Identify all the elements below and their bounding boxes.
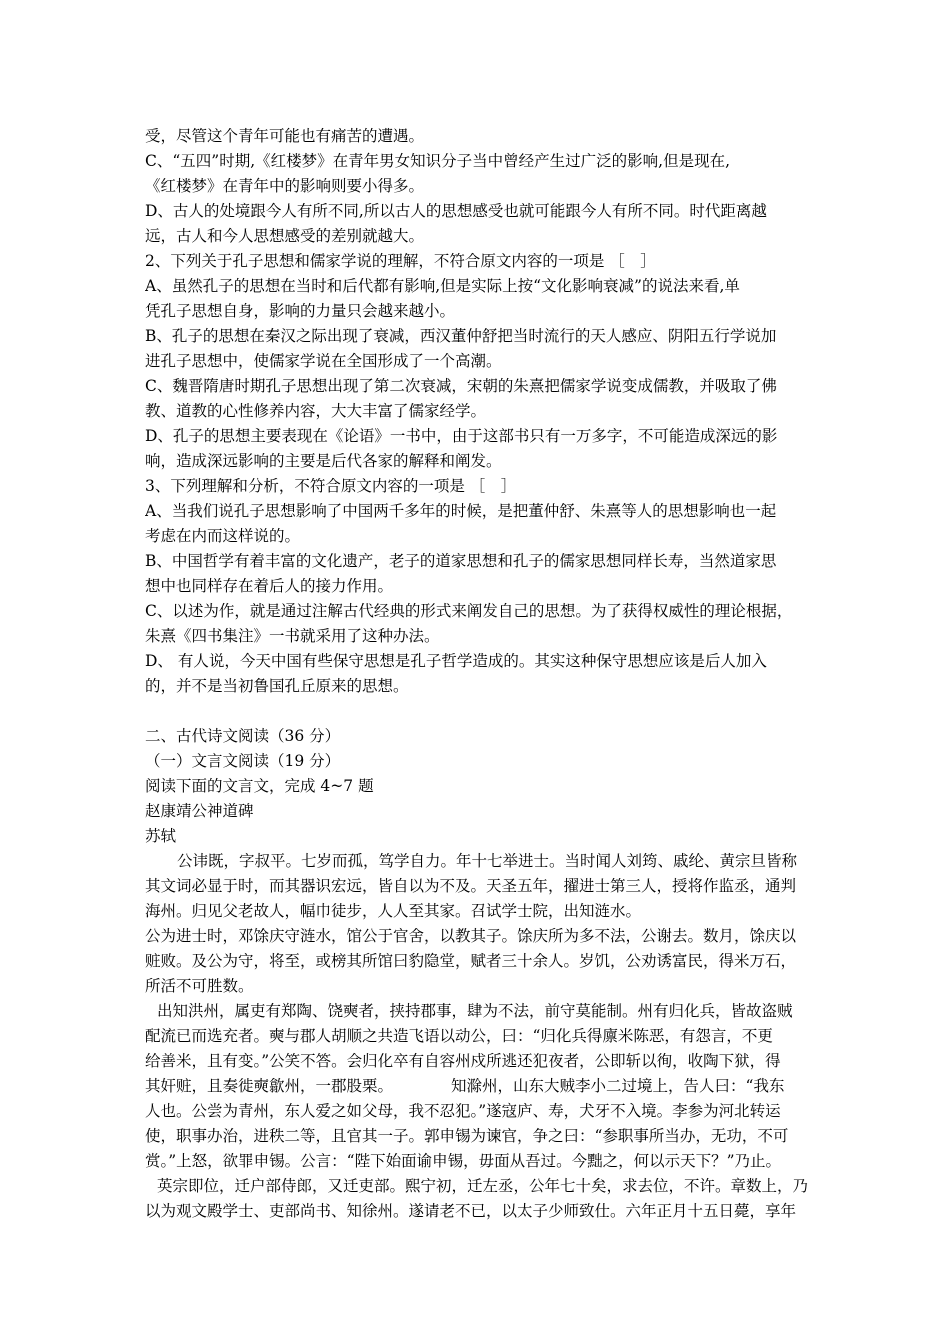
question-3-stem: 3、下列理解和分析，不符合原文内容的一项是 ［ ］: [145, 477, 517, 495]
passage-line: 配流已而选充者。奭与郡人胡顺之共造飞语以动公，曰：“归化兵得廪米陈恶，有怨言，不更: [145, 1027, 773, 1045]
text-line: 教、道教的心性修养内容，大大丰富了儒家经学。: [145, 402, 487, 420]
passage-line: 给善米，且有变。”公笑不答。会归化卒有自容州戍所逃还犯夜者，公即斩以徇，收陶下狱，得: [145, 1052, 781, 1070]
passage-title: 赵康靖公神道碑: [145, 802, 254, 820]
passage-line: 人也。公尝为青州，东人爱之如父母，我不忍犯。”遂寇庐、寿，犬牙不入境。李参为河北转运: [145, 1102, 781, 1120]
text-line: 进孔子思想中，使儒家学说在全国形成了一个高潮。: [145, 352, 502, 370]
text-line: 朱熹《四书集注》一书就采用了这种办法。: [145, 627, 440, 645]
passage-line: 其文词必显于时，而其器识宏远，皆自以为不及。天圣五年，擢进士第三人，授将作监丞，通判: [145, 877, 797, 895]
text-line: 《红楼梦》在青年中的影响则要小得多。: [145, 177, 425, 195]
passage-segment: 其奸赃，且奏徙奭歙州，一郡股栗。: [145, 1077, 394, 1095]
text-line: C、以述为作，就是通过注解古代经典的形式来阐发自己的思想。为了获得权威性的理论根据，: [145, 602, 793, 620]
passage-line: 赏。”上怒，欲罪申锡。公言：“陛下始面谕申锡，毋面从吾过。今黜之，何以示天下？”乃止。: [145, 1152, 782, 1170]
text-line: 想中也同样存在着后人的接力作用。: [145, 577, 394, 595]
question-2-stem: 2、下列关于孔子思想和儒家学说的理解，不符合原文内容的一项是 ［ ］: [145, 252, 656, 270]
passage-line: 英宗即位，迁户部侍郎，又迁吏部。熙宁初，迁左丞，公年七十矣，求去位，不许。章数上，乃: [157, 1177, 809, 1195]
passage-line: 赃败。及公为守，将至，或榜其所馆曰豹隐堂，赋者三十余人。岁饥，公劝诱富民，得米万石，: [145, 952, 797, 970]
passage-line: 公讳既，字叔平。七岁而孤，笃学自力。年十七举进士。当时闻人刘筠、戚纶、黄宗旦皆称: [177, 852, 798, 870]
passage-line: 出知洪州，属吏有郑陶、饶奭者，挟持郡事，肆为不法，前守莫能制。州有归化兵，皆故盗贼: [157, 1002, 793, 1020]
text-line: A、虽然孔子的思想在当时和后代都有影响,但是实际上按“文化影响衰减”的说法来看,单: [145, 277, 740, 295]
passage-segment: 知滁州，山东大贼李小二过境上，告人曰：“我东: [451, 1077, 785, 1095]
text-line: 远，古人和今人思想感受的差别就越大。: [145, 227, 425, 245]
reading-instruction: 阅读下面的文言文，完成 4~7 题: [145, 777, 374, 795]
section-heading: 二、古代诗文阅读（36 分）: [145, 727, 341, 745]
text-line: 凭孔子思想自身，影响的力量只会越来越小。: [145, 302, 456, 320]
text-line: 响，造成深远影响的主要是后代各家的解释和阐发。: [145, 452, 502, 470]
text-line: 考虑在内而这样说的。: [145, 527, 301, 545]
text-line: A、当我们说孔子思想影响了中国两千多年的时候，是把董仲舒、朱熹等人的思想影响也一起: [145, 502, 777, 520]
passage-line: [145, 1074, 815, 1099]
text-line: B、中国哲学有着丰富的文化遗产，老子的道家思想和孔子的儒家思想同样长寿，当然道家思: [145, 552, 777, 570]
text-line: C、“五四”时期,《红楼梦》在青年男女知识分子当中曾经产生过广泛的影响,但是现在,: [145, 152, 730, 170]
passage-line: 以为观文殿学士、吏部尚书、知徐州。遂请老不已，以太子少师致仕。六年正月十五日薨，享年: [145, 1202, 797, 1220]
passage-line: 使，职事办治，进秩二等，且官其一子。郭申锡为谏官，争之曰：“参职事所当办，无功，不可: [145, 1127, 789, 1145]
passage-line: 所活不可胜数。: [145, 977, 254, 995]
text-line: D、孔子的思想主要表现在《论语》一书中，由于这部书只有一万多字，不可能造成深远的影: [145, 427, 778, 445]
document-page: [145, 124, 815, 1224]
text-line: 的，并不是当初鲁国孔丘原来的思想。: [145, 677, 409, 695]
blank-line: [145, 699, 815, 724]
subsection-heading: （一）文言文阅读（19 分）: [145, 752, 341, 770]
passage-line: 海州。归见父老故人，幅巾徒步，人人至其家。召试学士院，出知涟水。: [145, 902, 642, 920]
text-line: C、魏晋隋唐时期孔子思想出现了第二次衰减，宋朝的朱熹把儒家学说变成儒教，并吸取了佛: [145, 377, 777, 395]
text-line: D、 有人说，今天中国有些保守思想是孔子哲学造成的。其实这种保守思想应该是后人加入: [145, 652, 767, 670]
text-line: 受，尽管这个青年可能也有痛苦的遭遇。: [145, 127, 425, 145]
passage-author: 苏轼: [145, 827, 177, 845]
passage-line: 公为进士时，邓馀庆守涟水，馆公于官舍，以教其子。馀庆所为多不法，公谢去。数月，馀庆以: [145, 927, 797, 945]
text-line: D、古人的处境跟今人有所不同,所以古人的思想感受也就可能跟今人有所不同。时代距离越: [145, 202, 767, 220]
text-line: B、孔子的思想在秦汉之际出现了衰减，西汉董仲舒把当时流行的天人感应、阴阳五行学说加: [145, 327, 777, 345]
